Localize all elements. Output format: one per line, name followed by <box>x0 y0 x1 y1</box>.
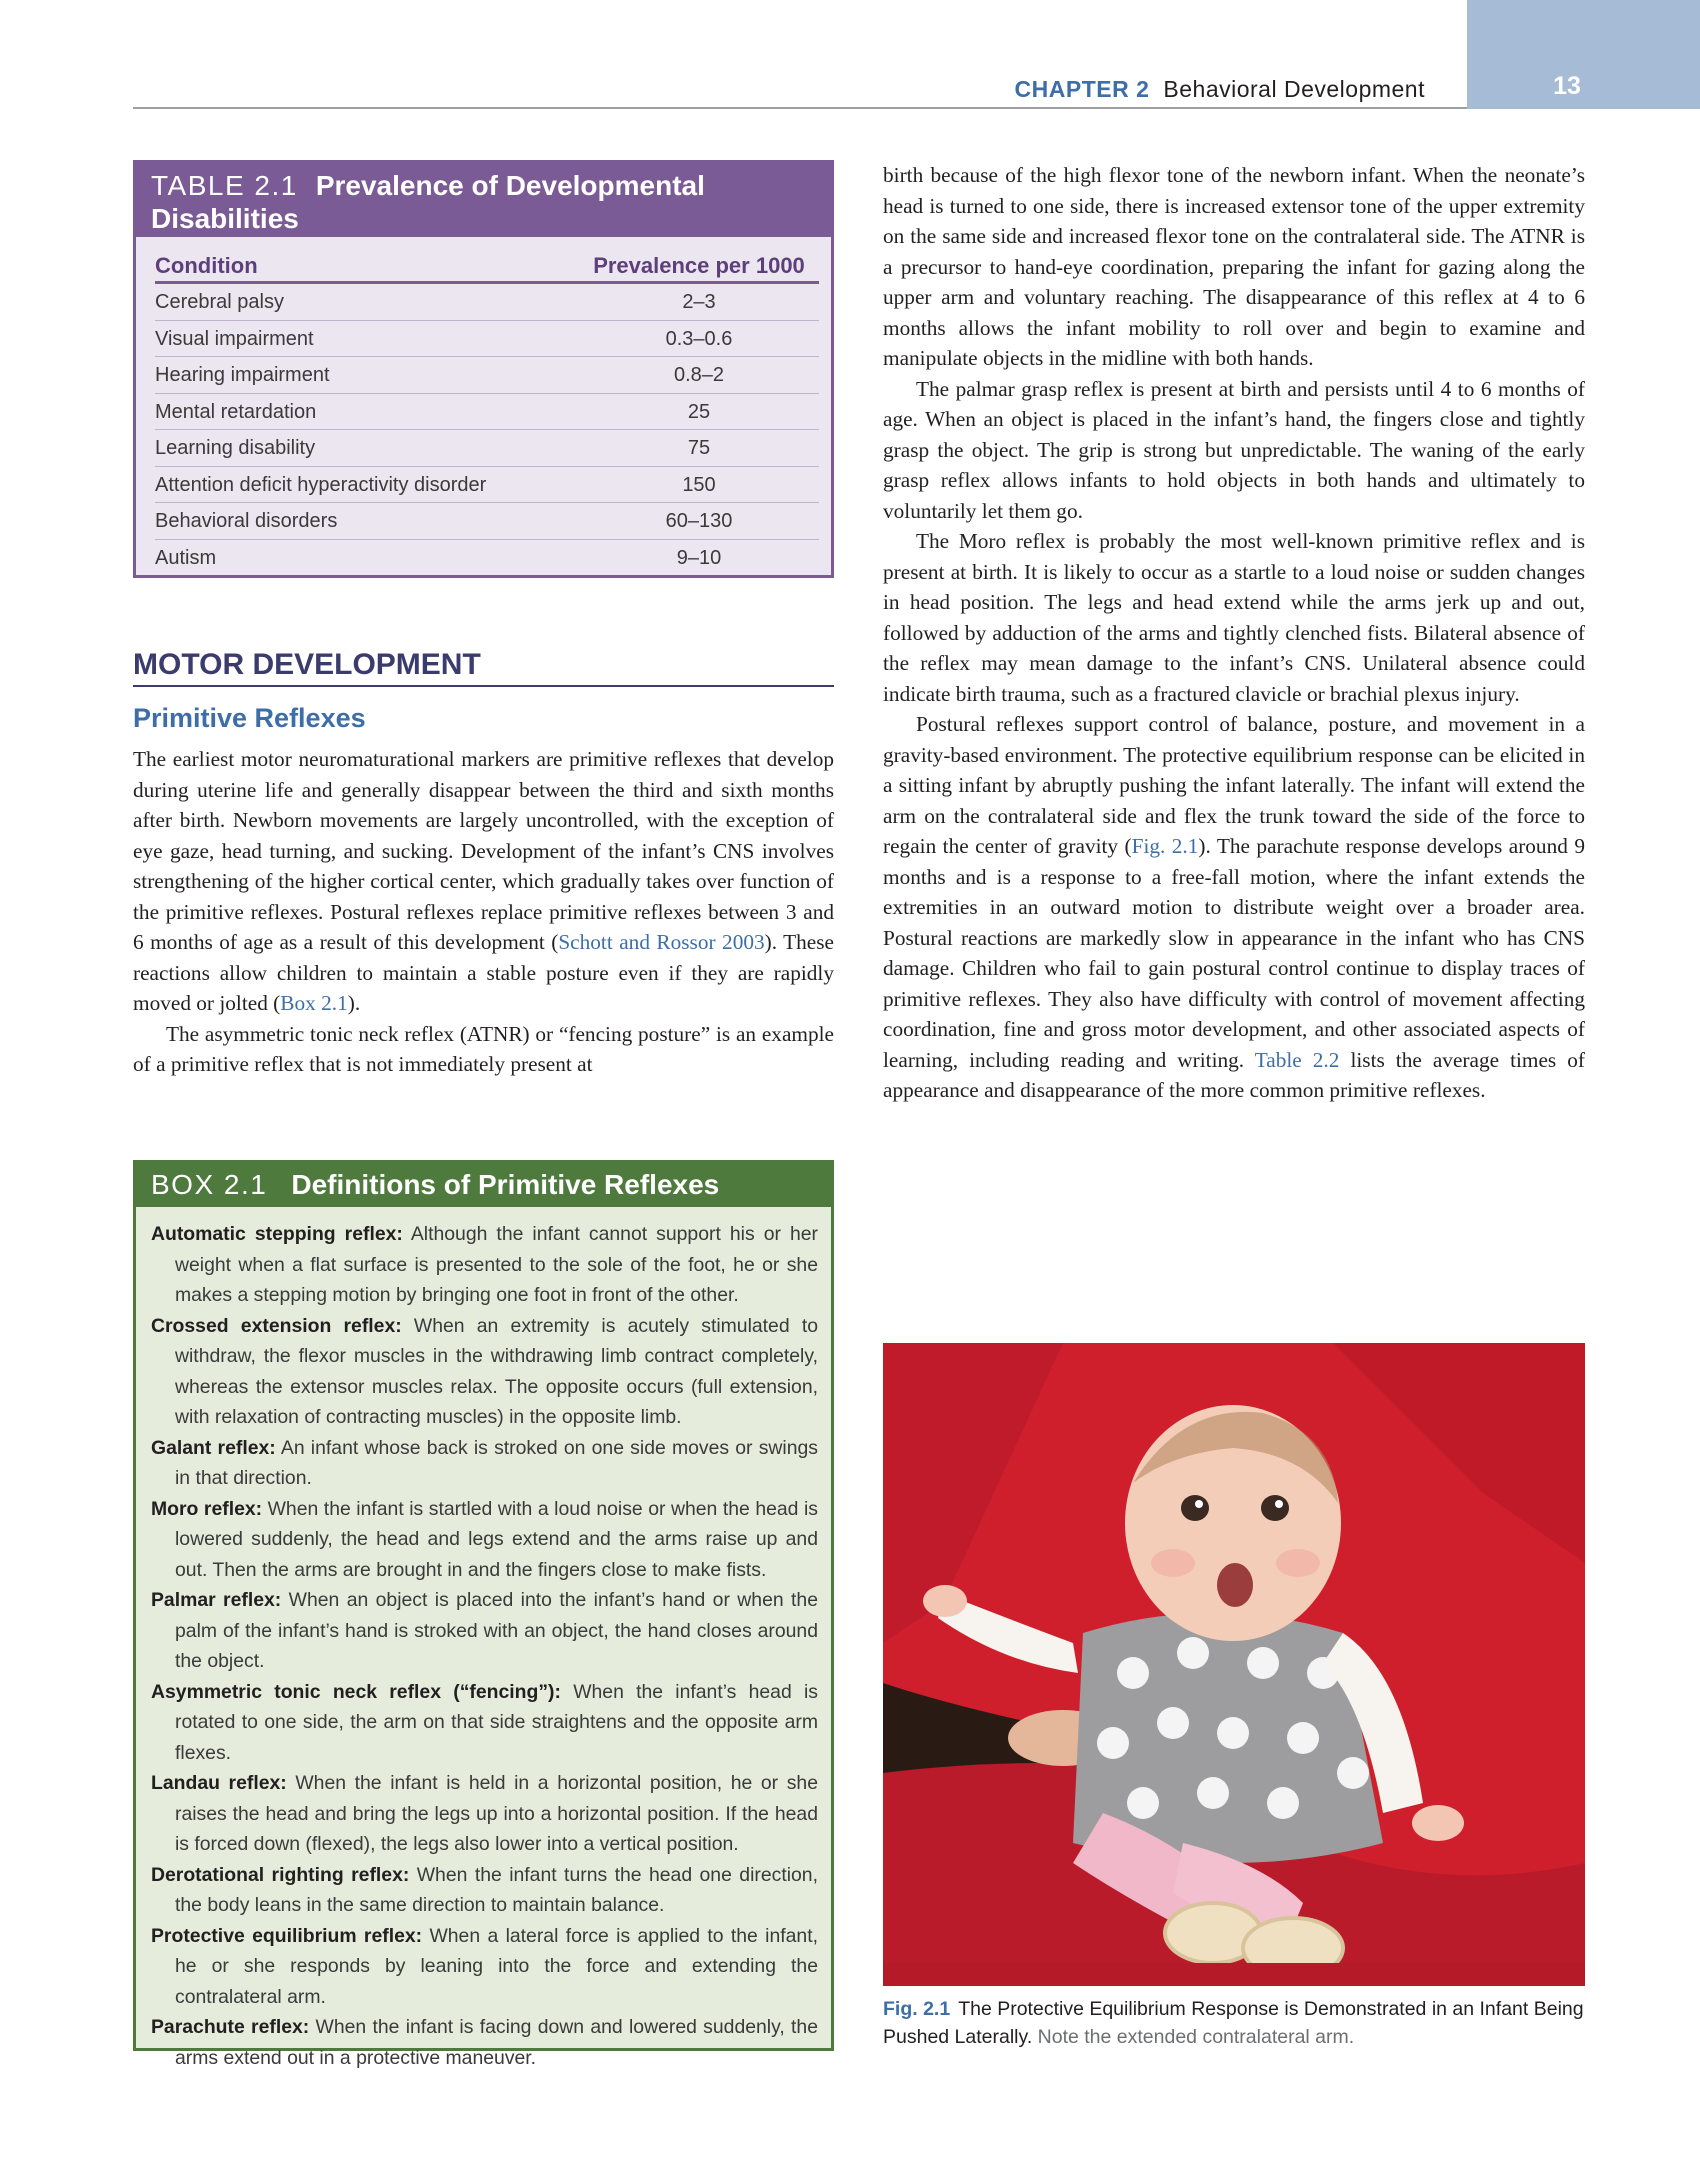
col-header-prevalence: Prevalence per 1000 <box>579 251 819 283</box>
figure-photo <box>883 1343 1585 1986</box>
box-link[interactable]: Box 2.1 <box>280 991 348 1015</box>
definitions-list <box>136 1207 831 2073</box>
chapter-label: CHAPTER 2 <box>1014 76 1150 102</box>
box-header <box>136 1163 831 1207</box>
table-row <box>155 320 819 357</box>
cell-condition: Autism <box>155 546 217 569</box>
figure-title: The Protective Equilibrium Response is Demonstrated in an Infant Being Pushed Laterally. <box>883 1998 1584 2048</box>
table-title-line2: Disabilities <box>151 203 299 234</box>
definition-text: When an object is placed into the infant’s hand or when the palm of the infant’s hand is stroked with an object, the hand closes around the object. <box>175 1589 818 1672</box>
paragraph <box>883 709 1585 1106</box>
section-heading: MOTOR DEVELOPMENT <box>133 648 834 687</box>
cell-value: 2–3 <box>579 283 819 321</box>
paragraph: The palmar grasp reflex is present at birth and persists until 4 to 6 months of age. When an object is placed in the infant’s hand, the fingers close and tightly grasp the object. The grip is strong but unpredictable. The waning of the early grasp reflex allows infants to hold objects in both hands and ultimately to voluntarily let them go. <box>883 376 1585 523</box>
definition-item <box>151 1921 818 2013</box>
definition-text: When the infant is facing down and lowered suddenly, the arms extend out in a protective maneuver. <box>175 2016 818 2069</box>
table-label: TABLE 2.1 <box>151 170 298 201</box>
paragraph <box>133 744 834 1019</box>
definition-text: An infant whose back is stroked on one side moves or swings in that direction. <box>175 1436 818 1489</box>
text-run: ). <box>347 991 361 1015</box>
running-header <box>1015 76 1425 103</box>
box-2-1 <box>133 1160 834 2069</box>
definition-text: When the infant’s head is rotated to one side, the arm on that side straightens and the opposite arm flexes. <box>175 1680 818 1764</box>
left-body-text <box>133 744 834 1080</box>
definition-item <box>151 1585 818 1677</box>
table-row <box>155 503 819 540</box>
figure-caption <box>883 1995 1593 2051</box>
box-label: BOX 2.1 <box>151 1169 268 1200</box>
definition-term: Derotational righting reflex: <box>151 1863 410 1886</box>
prevalence-table <box>155 251 819 575</box>
left-column <box>133 160 834 2069</box>
paragraph: birth because of the high flexor tone of the newborn infant. When the neonate’s head is turned to one side, there is increased extensor tone of the upper extremity on the same side and increased flexor tone on the contralateral side. The ATNR is a precursor to hand-eye coordination, preparing the infant for gazing along the upper arm and voluntary reaching. The disappearance of this reflex at 4 to 6 months allows the infant mobility to roll over and begin to examine and manipulate objects in the midline with both hands. <box>883 163 1585 370</box>
definition-term: Galant reflex: <box>151 1436 276 1459</box>
definition-term: Parachute reflex: <box>151 2016 310 2038</box>
text-run: Postural reflexes support control of balance, posture, and movement in a gravity-based environment. The protective equilibrium response can be elicited in a sitting infant by abruptly pushing the infant laterally. The infant will extend the arm on the contralateral side and flex the trunk toward the side of the force to regain the center of gravity ( <box>883 712 1585 858</box>
cell-value: 0.8–2 <box>579 357 819 394</box>
definition-item <box>151 1677 818 1769</box>
definition-term: Automatic stepping reflex: <box>151 1223 403 1245</box>
figure-note: Note the extended contralateral arm. <box>1037 2026 1355 2048</box>
table-row <box>155 283 819 321</box>
right-body-text <box>883 160 1585 1106</box>
definition-term: Protective equilibrium reflex: <box>151 1924 423 1947</box>
table-header <box>136 163 831 237</box>
definition-text: Although the infant cannot support his or her weight when a flat surface is presented to the sole of the foot, he or she makes a stepping motion by bringing one foot in front of the other. <box>175 1223 818 1306</box>
definition-term: Landau reflex: <box>151 1772 287 1794</box>
definition-text: When a lateral force is applied to the infant, he or she responds by leaning into the force and extending the contralateral arm. <box>175 1924 818 2008</box>
table-row <box>155 466 819 503</box>
cell-condition: Attention deficit hyperactivity disorder <box>155 466 579 503</box>
paragraph: The Moro reflex is probably the most well-known primitive reflex and is present at birth. It is likely to occur as a startle to a loud noise or sudden changes in head position. The legs and head extend while the arms jerk up and out, followed by adduction of the arms and tightly clenched fists. Bilateral absence of the reflex may mean damage to the infant’s CNS. Unilateral absence could indicate birth trauma, such as a fractured clavicle or brachial plexus injury. <box>883 529 1585 706</box>
text-run: ). These reactions allow children to maintain a stable posture even if they are rapidly moved or jolted ( <box>133 930 834 1015</box>
box-title: Definitions of Primitive Reflexes <box>291 1169 720 1200</box>
col-header-condition: Condition <box>155 251 579 283</box>
citation-link[interactable]: Schott and Rossor 2003 <box>558 930 765 954</box>
definition-item <box>151 1219 818 1311</box>
figure-label: Fig. 2.1 <box>883 1998 951 2020</box>
text-run: lists the average times of appearance and disappearance of the more common primitive reflexes. <box>883 1047 1585 1102</box>
cell-condition: Visual impairment <box>155 320 579 357</box>
definition-item <box>151 2012 818 2073</box>
cell-value: 0.3–0.6 <box>579 320 819 357</box>
table-row <box>155 393 819 430</box>
definition-term: Crossed extension reflex: <box>151 1314 402 1337</box>
definition-item <box>151 1768 818 1860</box>
page-number: 13 <box>1553 72 1581 100</box>
table-link[interactable]: Table 2.2 <box>1254 1047 1340 1072</box>
table-title: Prevalence of Developmental <box>315 170 705 201</box>
cell-condition: Learning disability <box>155 430 579 467</box>
table-row <box>155 430 819 467</box>
text-run: The earliest motor neuromaturational markers are primitive reflexes that develop during uterine life and generally disappear between the third and sixth months after birth. Newborn movements are largely uncontrolled, with the exception of eye gaze, head turning, and sucking. Development of the infant’s CNS involves strengthening of the higher cortical center, which gradually takes over function of the primitive reflexes. Postural reflexes replace primitive reflexes between 3 and 6 months of age as a result of this development ( <box>133 747 834 954</box>
definition-text: When the infant is held in a horizontal position, he or she raises the head and bring the legs up into a horizontal position. If the head is forced down (flexed), the legs also lower into a vertical position. <box>175 1772 818 1855</box>
header-rule <box>133 107 1467 109</box>
figure-link[interactable]: Fig. 2.1 <box>1131 834 1199 858</box>
cell-value: 25 <box>579 393 819 430</box>
paragraph: The asymmetric tonic neck reflex (ATNR) or “fencing posture” is an example of a primitive reflex that is not immediately present at <box>133 1021 834 1076</box>
definition-term: Palmar reflex: <box>151 1589 282 1611</box>
definition-text: When the infant is startled with a loud noise or when the head is lowered suddenly, the head and legs extend and the arms raise up and out. Then the arms are brought in and the fingers close to make fists. <box>175 1497 818 1581</box>
table-row <box>155 357 819 394</box>
cell-condition: Cerebral palsy <box>155 283 579 321</box>
table-row <box>155 539 819 575</box>
definition-term: Moro reflex: <box>151 1497 263 1520</box>
cell-value: 75 <box>579 430 819 467</box>
definition-item <box>151 1494 818 1586</box>
cell-condition: Mental retardation <box>155 393 579 430</box>
definition-term: Asymmetric tonic neck reflex (“fencing”): <box>151 1680 561 1703</box>
cell-value: 9–10 <box>676 546 722 569</box>
text-run: ). The parachute response develops around 9 months and is a response to a free-fall motion, where the infant extends the extremities in an outward motion to distribute weight over a broader area. Postural reactions are markedly slow in appearance in the infant who has CNS damage. Children who fail to gain postural control continue to display traces of primitive reflexes. They also have difficulty with control of movement affecting coordination, fine and gross motor development, and other associated aspects of learning, including reading and writing. <box>883 834 1585 1072</box>
cell-condition: Hearing impairment <box>155 357 579 394</box>
definition-item <box>151 1311 818 1433</box>
cell-value: 150 <box>579 466 819 503</box>
definition-text: When an extremity is acutely stimulated to withdraw, the flexor muscles in the withdrawing limb contract completely, whereas the extensor muscles relax. The opposite occurs (full extension, with relaxation of contracting muscles) in the opposite limb. <box>175 1314 818 1428</box>
infant-photo-illustration <box>883 1343 1585 1986</box>
chapter-title: Behavioral Development <box>1163 76 1425 102</box>
subsection-heading: Primitive Reflexes <box>133 703 366 733</box>
definition-item <box>151 1433 818 1494</box>
table-2-1 <box>133 160 834 578</box>
cell-value: 60–130 <box>579 503 819 540</box>
cell-condition: Behavioral disorders <box>155 503 579 540</box>
definition-item <box>151 1860 818 1921</box>
definition-text: When the infant turns the head one direction, the body leans in the same direction to maintain balance. <box>175 1863 818 1916</box>
